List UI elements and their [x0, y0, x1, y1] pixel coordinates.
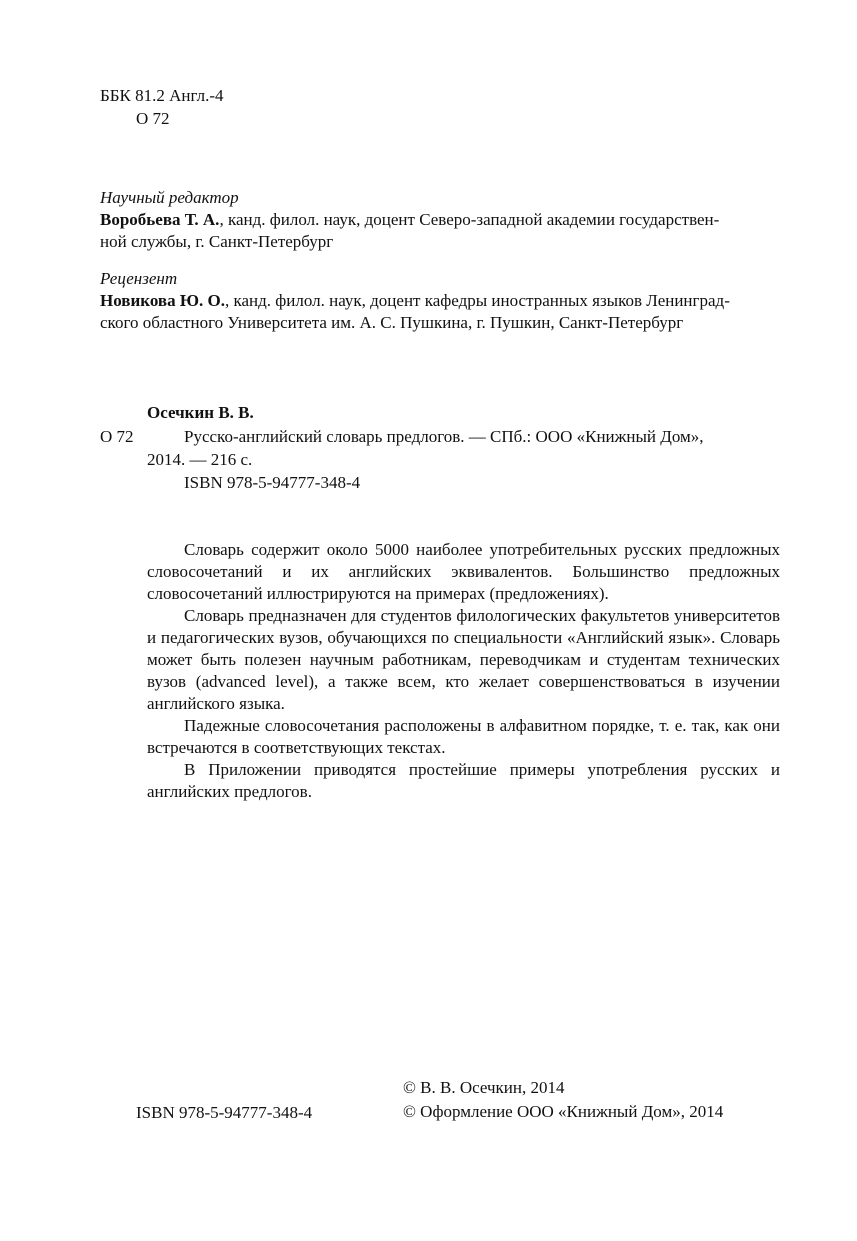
editor-details-line1: , канд. филол. наук, доцент Северо-западной академии государствен-	[219, 210, 720, 229]
annotation-paragraph: Падежные словосочетания расположены в алфавитном порядке, т. е. так, как они встречаются в соответствующих текстах.	[147, 716, 780, 757]
reviewer-name: Новикова Ю. О.	[100, 291, 225, 310]
editor-details-line2: ной службы, г. Санкт-Петербург	[100, 232, 334, 251]
catalog-card-author: Осечкин В. В.	[147, 403, 254, 422]
editor-name: Воробьева Т. А.	[100, 210, 220, 229]
editor-role: Научный редактор	[100, 188, 239, 207]
author-mark: О 72	[136, 109, 170, 128]
catalog-card-title-line2: 2014. — 216 с.	[147, 450, 253, 469]
footer-isbn: ISBN 978-5-94777-348-4	[136, 1103, 313, 1122]
annotation	[147, 539, 780, 803]
reviewer-details	[100, 290, 780, 334]
bbk-index: ББК 81.2 Англ.-4	[100, 86, 224, 105]
copyright-design: © Оформление ООО «Книжный Дом», 2014	[403, 1102, 724, 1121]
catalog-card-isbn: ISBN 978-5-94777-348-4	[184, 473, 361, 492]
catalog-card-title-line1: Русско-английский словарь предлогов. — СПб.: ООО «Книжный Дом»,	[184, 427, 704, 446]
reviewer-details-line2: ского областного Университета им. А. С. Пушкина, г. Пушкин, Санкт-Петербург	[100, 313, 684, 332]
annotation-paragraph: Словарь предназначен для студентов филологических факультетов университетов и педагогических вузов, обучающихся по специальности «Английский язык». Словарь может быть полезен научным работникам, переводчикам и студентам технических вузов (advanced level), а также всем, кто желает совершенствоваться в изучении английского языка.	[147, 606, 780, 713]
annotation-paragraph: Словарь содержит около 5000 наиболее употребительных русских предложных словосочетаний и их английских эквивалентов. Большинство предложных словосочетаний иллюстрируются на примерах (предложениях).	[147, 540, 780, 603]
reviewer-role: Рецензент	[100, 269, 178, 288]
copyright-author: © В. В. Осечкин, 2014	[403, 1078, 565, 1097]
annotation-paragraph: В Приложении приводятся простейшие примеры употребления русских и английских предлогов.	[147, 760, 780, 801]
reviewer-details-line1: , канд. филол. наук, доцент кафедры иностранных языков Ленинград-	[224, 291, 730, 310]
editor-details	[100, 209, 780, 253]
catalog-card-code: О 72	[100, 427, 134, 446]
